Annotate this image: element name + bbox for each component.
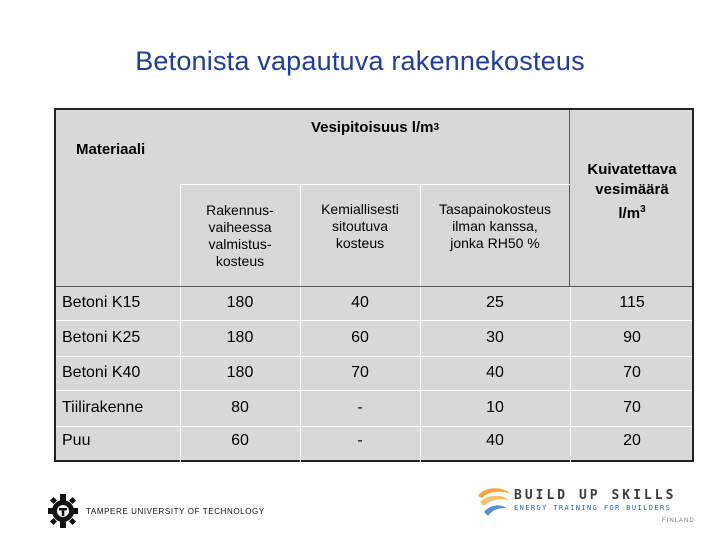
divider <box>569 110 570 286</box>
row-label: Betoni K15 <box>62 294 141 311</box>
build-up-skills-logo <box>474 482 694 528</box>
cell-value: 180 <box>226 294 254 311</box>
moisture-table <box>54 108 694 462</box>
cell-value: 80 <box>231 399 249 416</box>
header-group <box>180 110 570 144</box>
tut-name: TAMPERE UNIVERSITY OF TECHNOLOGY <box>86 506 265 516</box>
tut-logo <box>48 494 265 528</box>
col-construction-header: Rakennus- vaiheessa valmistus- kosteus <box>206 202 274 269</box>
bus-title: BUILD UP SKILLS <box>514 488 677 503</box>
header-group-label: Vesipitoisuus l/m <box>310 118 434 136</box>
cell-value: 180 <box>226 329 254 346</box>
col-dry-header <box>570 150 694 234</box>
cell-value: 40 <box>486 364 504 381</box>
cell-value: 70 <box>623 364 641 381</box>
cell-value: 30 <box>486 329 504 346</box>
swirl-logo-icon <box>474 482 514 522</box>
col-dry-line3: l/m <box>618 205 641 222</box>
cell-value: 40 <box>486 432 504 449</box>
col-equilibrium-header: Tasapainokosteus ilman kanssa, jonka RH50 % <box>438 200 552 251</box>
cell-value: 25 <box>486 294 504 311</box>
cell-value: 60 <box>231 432 249 449</box>
row-label: Betoni K40 <box>62 364 141 381</box>
col-dry-line2: vesimäärä <box>595 181 669 198</box>
header-group-sup: 3 <box>433 121 440 133</box>
divider <box>180 184 570 185</box>
row-label: Betoni K25 <box>62 329 141 346</box>
col-dry-sup: 3 <box>640 204 646 215</box>
gear-logo-icon <box>48 494 78 528</box>
cell-value: 60 <box>351 329 369 346</box>
col-chemical-header: Kemiallisesti sitoutuva kosteus <box>321 200 399 251</box>
page-title: Betonista vapautuva rakennekosteus <box>135 46 585 76</box>
cell-value: 70 <box>351 364 369 381</box>
cell-value: 40 <box>351 294 369 311</box>
cell-value: - <box>357 432 363 449</box>
bus-country: FINLAND <box>662 518 695 524</box>
cell-value: 115 <box>619 294 645 311</box>
cell-value: 10 <box>486 399 504 416</box>
cell-value: 90 <box>623 329 641 346</box>
cell-value: - <box>357 399 363 416</box>
cell-value: 180 <box>226 364 254 381</box>
cell-value: 20 <box>623 432 641 449</box>
row-label: Tiilirakenne <box>62 399 144 416</box>
row-label: Puu <box>62 432 91 449</box>
col-dry-line1: Kuivatettava <box>587 161 677 178</box>
bus-subtitle: ENERGY TRAINING FOR BUILDERS <box>514 504 672 512</box>
cell-value: 70 <box>623 399 641 416</box>
material-header: Materiaali <box>76 140 146 158</box>
